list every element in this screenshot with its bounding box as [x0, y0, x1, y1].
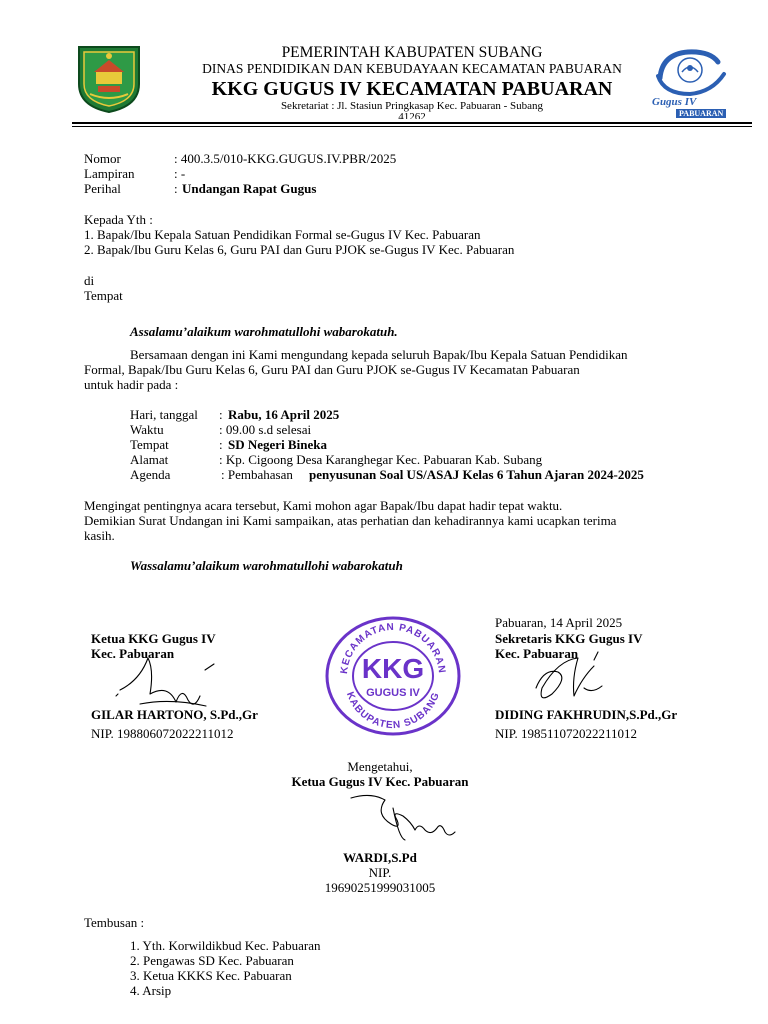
agenda-label: Agenda	[130, 467, 171, 482]
organization-title: KKG GUGUS IV KECAMATAN PABUARAN	[211, 78, 613, 100]
right-handwritten-signature	[528, 648, 618, 712]
gugus-iv-logo	[650, 48, 732, 120]
agenda-prefix: : Pembahasan	[221, 467, 293, 482]
bottom-signer-name: WARDI,S.Pd	[343, 850, 417, 865]
left-signer-title-2: Kec. Pabuaran	[91, 646, 175, 661]
recipient-item: 2. Bapak/Ibu Guru Kelas 6, Guru PAI dan Guru PJOK se-Gugus IV Kec. Pabuaran	[84, 242, 515, 257]
gugus-logo-swoosh-icon	[650, 48, 732, 98]
alamat-value: : Kp. Cigoong Desa Karanghegar Kec. Pabuaran Kab. Subang	[219, 452, 543, 467]
waktu-label: Waktu	[130, 422, 164, 437]
tembusan-item: 4. Arsip	[130, 983, 172, 998]
left-signer-nip: NIP. 198806072022211012	[91, 726, 234, 741]
subang-regency-emblem-icon	[74, 44, 144, 114]
lampiran-value: : -	[174, 166, 186, 181]
tembusan-item: 3. Ketua KKKS Kec. Pabuaran	[130, 968, 292, 983]
left-signer-title: Ketua KKG Gugus IV	[91, 631, 216, 646]
left-signer-name: GILAR HARTONO, S.Pd.,Gr	[91, 707, 258, 722]
recipient-di: di	[84, 273, 95, 288]
recipient-item: 1. Bapak/Ibu Kepala Satuan Pendidikan Formal se-Gugus IV Kec. Pabuaran	[84, 227, 481, 242]
stamp-top-text: KECAMATAN PABUARAN	[338, 621, 448, 675]
closing-line-2: Demikian Surat Undangan ini Kami sampaikan, atas perhatian dan kehadirannya kami ucapkan terima	[84, 513, 617, 528]
bottom-signer-nip: 19690251999031005	[324, 880, 436, 895]
letterhead-divider	[72, 122, 752, 127]
nomor-label: Nomor	[84, 151, 121, 166]
opening-greeting: Assalamu’alaikum warohmatullohi wabarokatuh.	[130, 324, 398, 339]
recipient-tempat: Tempat	[84, 288, 123, 303]
kkg-stamp	[323, 614, 463, 738]
agenda-value: penyusunan Soal US/ASAJ Kelas 6 Tahun Ajaran 2024-2025	[309, 467, 644, 482]
right-signer-nip: NIP. 198511072022211012	[495, 726, 638, 741]
hari-colon: :	[219, 407, 223, 422]
tempat-value: SD Negeri Bineka	[228, 437, 327, 452]
closing-line-1: Mengingat pentingnya acara tersebut, Kami mohon agar Bapak/Ibu dapat hadir tepat waktu.	[84, 498, 563, 513]
closing-greeting: Wassalamu’alaikum warohmatullohi wabarokatuh	[130, 558, 403, 573]
hari-label: Hari, tanggal	[130, 407, 198, 422]
perihal-value: Undangan Rapat Gugus	[182, 181, 317, 196]
bottom-signer-title: Ketua Gugus IV Kec. Pabuaran	[291, 774, 469, 789]
stamp-bottom-text: KABUPATEN SUBANG	[343, 690, 443, 732]
gugus-logo-text: Gugus IV	[652, 96, 697, 108]
tembusan-item: 2. Pengawas SD Kec. Pabuaran	[130, 953, 294, 968]
government-title: PEMERINTAH KABUPATEN SUBANG	[281, 44, 543, 61]
recipients-heading: Kepada Yth :	[84, 212, 153, 227]
place-date: Pabuaran, 14 April 2025	[495, 615, 623, 630]
gugus-logo-subtext: PABUARAN	[676, 109, 726, 118]
intro-line-3: untuk hadir pada :	[84, 377, 179, 392]
tembusan-item: 1. Yth. Korwildikbud Kec. Pabuaran	[130, 938, 321, 953]
postal-code: 41262	[398, 111, 426, 119]
bottom-handwritten-signature	[345, 780, 465, 850]
bottom-signer-nip-label: NIP.	[368, 865, 392, 880]
tembusan-heading: Tembusan :	[84, 915, 145, 930]
tempat-label: Tempat	[130, 437, 169, 452]
mengetahui-label: Mengetahui,	[347, 759, 413, 774]
tempat-colon: :	[219, 437, 223, 452]
stamp-center-text: KKG	[361, 653, 425, 684]
alamat-label: Alamat	[130, 452, 169, 467]
department-title: DINAS PENDIDIKAN DAN KEBUDAYAAN KECAMATAN PABUARAN	[202, 61, 622, 76]
perihal-colon: :	[174, 181, 178, 196]
hari-value: Rabu, 16 April 2025	[228, 407, 340, 422]
intro-line-1: Bersamaan dengan ini Kami mengundang kepada seluruh Bapak/Ibu Kepala Satuan Pendidikan	[130, 347, 628, 362]
right-signer-title-2: Kec. Pabuaran	[495, 646, 579, 661]
intro-line-2: Formal, Bapak/Ibu Guru Kelas 6, Guru PAI dan Guru PJOK se-Gugus IV Kecamatan Pabuaran	[84, 362, 580, 377]
closing-line-3: kasih.	[84, 528, 115, 543]
nomor-value: : 400.3.5/010-KKG.GUGUS.IV.PBR/2025	[174, 151, 397, 166]
right-signer-title: Sekretaris KKG Gugus IV	[495, 631, 643, 646]
right-signer-name: DIDING FAKHRUDIN,S.Pd.,Gr	[495, 707, 678, 722]
perihal-label: Perihal	[84, 181, 121, 196]
waktu-value: : 09.00 s.d selesai	[219, 422, 312, 437]
secretariat-address: Sekretariat : Jl. Stasiun Pringkasap Kec. Pabuaran - Subang	[280, 100, 544, 112]
stamp-sub-text: GUGUS IV	[366, 687, 420, 699]
lampiran-label: Lampiran	[84, 166, 135, 181]
